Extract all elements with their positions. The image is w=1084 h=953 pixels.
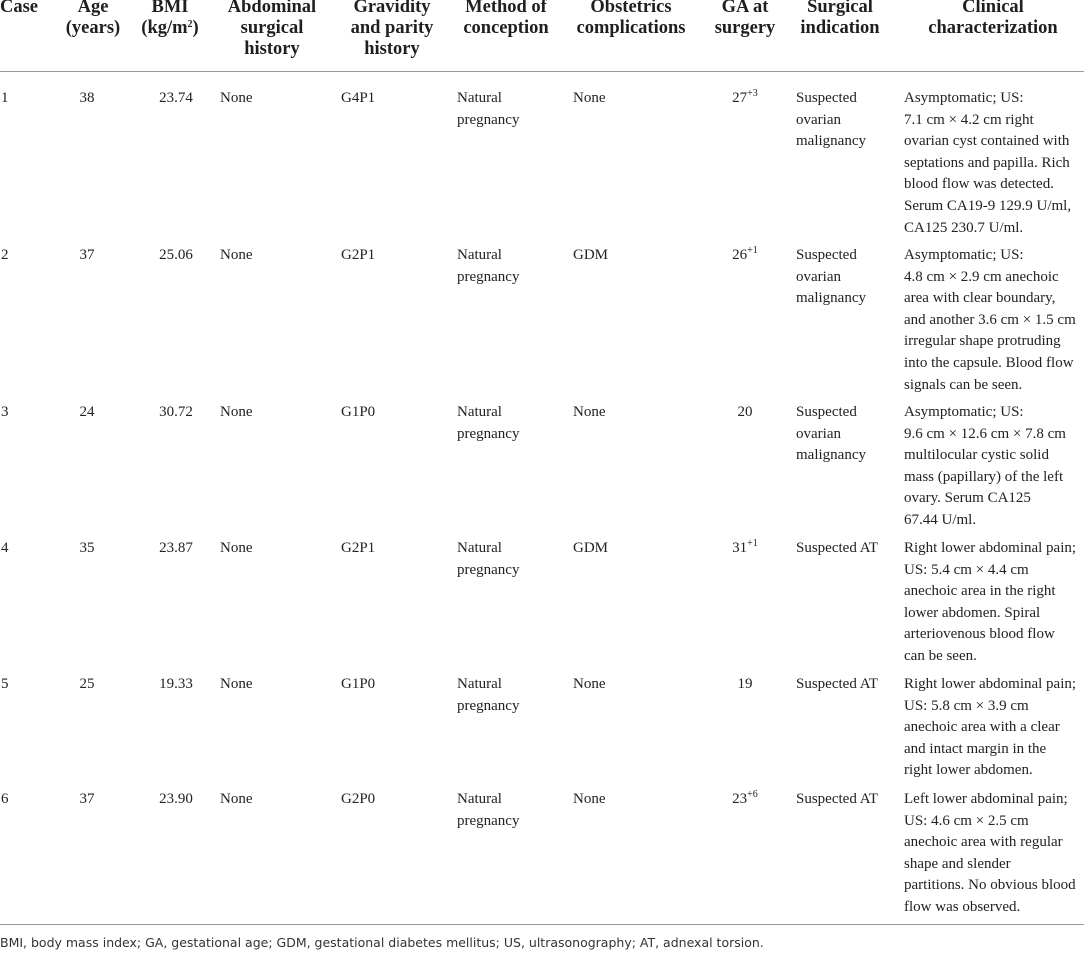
cell-bmi: 25.06 [159,247,193,263]
header-bmi-unit-sup: 2 [187,19,193,30]
cell-indication [796,789,878,811]
cell-indication-line: malignancy [796,133,866,150]
cell-obstetrics: None [573,404,606,420]
cell-ga-sup: +1 [747,245,758,256]
cell-clinical-line: and intact margin in the [904,740,1047,757]
header-ga [704,0,786,39]
cell-clinical-line: US: 5.4 cm × 4.4 cm [904,561,1029,578]
cell-clinical [904,402,1084,532]
cell-clinical-line: Right lower abdominal pain; [904,676,1077,692]
cell-abdominal: None [220,90,253,106]
cell-clinical-line: arteriovenous blood flow [904,626,1055,643]
cell-clinical-line: Asymptomatic; US: [904,404,1024,420]
header-gravidity-line: and parity [350,18,434,38]
cell-abdominal: None [220,247,253,263]
header-gravidity-line: history [364,39,420,59]
cell-clinical-line: shape and slender [904,855,1011,872]
cell-method-line: Natural [457,540,502,556]
cell-clinical-line: right lower abdomen. [904,762,1033,779]
header-bmi-unit-base: (kg/m [141,18,188,38]
cell-obstetrics: GDM [573,247,609,263]
cell-case: 3 [1,404,9,420]
header-bmi [128,0,212,39]
cell-method-line: pregnancy [457,425,520,442]
table-bottom-rule [0,924,1084,925]
cell-method [457,789,519,832]
header-case-line: Case [0,0,39,17]
cell-method-line: Natural [457,791,502,807]
cell-clinical [904,538,1084,668]
cell-clinical-line: Asymptomatic; US: [904,90,1024,106]
header-obstetrics-line: Obstetrics [590,0,672,17]
cell-gravidity: G4P1 [341,90,376,106]
cell-indication-line: ovarian [796,111,841,128]
header-ga-line: surgery [714,18,776,38]
cell-case: 2 [1,247,9,263]
cell-indication-line: malignancy [796,447,866,464]
cell-clinical-line: can be seen. [904,647,977,664]
cell-indication-line: ovarian [796,425,841,442]
cell-clinical-line: 7.1 cm × 4.2 cm right [904,111,1034,128]
cell-clinical-line: multilocular cystic solid [904,447,1049,464]
cell-clinical-line: and another 3.6 cm × 1.5 cm [904,311,1076,328]
header-obstetrics [564,0,698,39]
cell-indication-line: Suspected AT [796,791,879,807]
header-abdominal-line: history [244,39,300,59]
cell-clinical-line: signals can be seen. [904,376,1023,393]
cell-ga [710,674,780,696]
cell-age: 35 [79,540,95,556]
cell-method-line: Natural [457,247,502,263]
cell-clinical-line: anechoic area with a clear [904,719,1060,736]
cell-obstetrics: None [573,676,606,692]
cell-indication-line: Suspected AT [796,540,879,556]
cell-case: 1 [1,90,9,106]
cell-age: 38 [79,90,95,106]
header-clinical-line: characterization [928,18,1058,38]
cell-clinical [904,789,1084,919]
header-method [456,0,556,39]
cell-clinical-line: flow was observed. [904,898,1021,915]
cell-method [457,245,519,288]
cell-clinical-line: ovarian cyst contained with [904,133,1070,150]
cell-indication [796,402,866,467]
cell-ga [710,88,780,110]
header-ga-line: GA at [721,0,769,17]
cell-clinical [904,88,1084,239]
cell-case: 6 [1,791,9,807]
cell-clinical-line: ovary. Serum CA125 [904,490,1031,507]
cell-ga [710,245,780,267]
cell-clinical-line: 9.6 cm × 12.6 cm × 7.8 cm [904,425,1066,442]
cell-age: 37 [79,791,95,807]
cell-bmi: 23.74 [159,90,193,106]
cell-method [457,538,519,581]
header-age-line: (years) [65,18,121,38]
header-gravidity-line: Gravidity [353,0,431,17]
cell-method-line: Natural [457,404,502,420]
cell-method-line: pregnancy [457,812,520,829]
cell-clinical-line: lower abdomen. Spiral [904,604,1041,621]
header-abdominal-line: surgical [240,18,304,38]
cell-method-line: pregnancy [457,111,520,128]
cell-clinical-line: anechoic area with regular [904,834,1063,851]
cell-abdominal: None [220,540,253,556]
cell-clinical-line: blood flow was detected. [904,176,1054,193]
table-footnote: BMI, body mass index; GA, gestational age; GDM, gestational diabetes mellitus; US, ultrasonography; AT, adnexal torsion. [0,935,764,950]
cell-clinical-line: into the capsule. Blood flow [904,354,1074,371]
cell-clinical [904,674,1084,782]
cell-ga-base: 31 [732,540,748,556]
header-obstetrics-line: complications [576,18,686,38]
cell-age: 25 [79,676,95,692]
cell-clinical-line: 67.44 U/ml. [904,511,977,528]
cell-ga-sup: +6 [747,789,758,800]
cell-method-line: Natural [457,676,502,692]
cell-method-line: Natural [457,90,502,106]
header-gravidity [336,0,448,60]
cell-indication-line: Suspected [796,90,857,106]
cell-gravidity: G2P1 [341,540,376,556]
cell-clinical-line: anechoic area in the right [904,583,1056,600]
cell-age: 37 [79,247,95,263]
cell-indication-line: malignancy [796,290,866,307]
cell-gravidity: G1P0 [341,404,376,420]
cell-clinical-line: Left lower abdominal pain; [904,791,1068,807]
header-case [0,0,38,18]
header-indication [788,0,892,39]
table-header [0,0,1084,70]
cell-obstetrics: None [573,90,606,106]
cell-ga-base: 26 [732,247,748,263]
cell-indication [796,674,878,696]
cell-gravidity: G2P0 [341,791,376,807]
cell-gravidity: G2P1 [341,247,376,263]
cell-clinical-line: US: 4.6 cm × 2.5 cm [904,812,1029,829]
cell-clinical-line: mass (papillary) of the left [904,468,1064,485]
header-bmi-unit [128,18,212,39]
cell-indication [796,538,878,560]
header-abdominal-line: Abdominal [227,0,317,17]
header-age-line: Age [77,0,109,17]
cell-indication-line: Suspected AT [796,676,879,692]
cell-method-line: pregnancy [457,268,520,285]
cell-indication-line: Suspected [796,404,857,420]
cell-clinical-line: US: 5.8 cm × 3.9 cm [904,697,1029,714]
cell-ga-base: 20 [737,404,753,420]
header-abdominal [216,0,328,60]
cell-clinical [904,245,1084,396]
cell-ga [710,789,780,811]
header-method-line: conception [463,18,549,38]
cell-clinical-line: partitions. No obvious blood [904,877,1076,894]
cell-gravidity: G1P0 [341,676,376,692]
header-clinical-line: Clinical [962,0,1024,17]
cell-method-line: pregnancy [457,697,520,714]
header-indication-line: Surgical [807,0,873,17]
cell-method-line: pregnancy [457,561,520,578]
cell-bmi: 19.33 [159,676,193,692]
header-age [58,0,128,39]
cell-indication [796,245,866,310]
cell-indication [796,88,866,153]
cell-abdominal: None [220,404,253,420]
header-clinical [902,0,1084,39]
header-bmi-line: BMI [151,0,189,17]
cell-method [457,88,519,131]
header-rule [0,71,1084,72]
cell-obstetrics: GDM [573,540,609,556]
cell-clinical-line: irregular shape protruding [904,333,1061,350]
cell-clinical-line: CA125 230.7 U/ml. [904,219,1024,236]
cell-age: 24 [79,404,95,420]
header-indication-line: indication [800,18,880,38]
cell-clinical-line: Asymptomatic; US: [904,247,1024,263]
cell-ga-base: 27 [732,90,748,106]
header-method-line: Method of [465,0,547,17]
header-bmi-unit-close: ) [192,18,199,38]
cell-clinical-line: 4.8 cm × 2.9 cm anechoic [904,268,1059,285]
cell-method [457,402,519,445]
cell-case: 4 [1,540,9,556]
cell-ga-sup: +3 [747,88,758,99]
cell-indication-line: Suspected [796,247,857,263]
cell-clinical-line: Right lower abdominal pain; [904,540,1077,556]
cell-method [457,674,519,717]
cell-ga [710,402,780,424]
cell-clinical-line: area with clear boundary, [904,290,1056,307]
cell-abdominal: None [220,676,253,692]
cell-obstetrics: None [573,791,606,807]
cell-ga [710,538,780,560]
cell-ga-base: 19 [737,676,753,692]
cell-ga-base: 23 [732,791,748,807]
cell-bmi: 23.90 [159,791,193,807]
cell-bmi: 23.87 [159,540,193,556]
cell-clinical-line: septations and papilla. Rich [904,154,1070,171]
cell-abdominal: None [220,791,253,807]
cell-indication-line: ovarian [796,268,841,285]
cell-bmi: 30.72 [159,404,193,420]
cell-case: 5 [1,676,9,692]
cell-clinical-line: Serum CA19-9 129.9 U/ml, [904,197,1072,214]
cell-ga-sup: +1 [747,538,758,549]
